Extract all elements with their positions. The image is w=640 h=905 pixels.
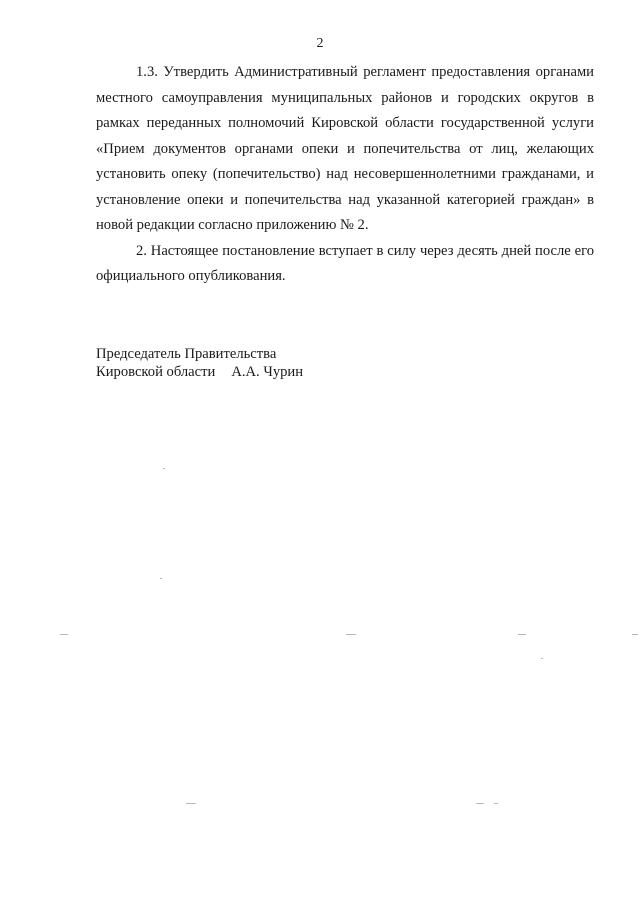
scan-speck [160, 578, 162, 579]
page-number: 2 [316, 36, 324, 51]
signatory-region: Кировской области [96, 364, 216, 380]
scan-speck [346, 634, 356, 635]
signature-block [96, 345, 303, 381]
signatory-name: А.А. Чурин [231, 364, 304, 380]
scan-speck [632, 634, 638, 635]
paragraph-2: 2. Настоящее постановление вступает в силу через десять дней после его официального опубликования. [96, 242, 594, 284]
signatory-position: Председатель Правительства [96, 346, 277, 362]
scan-speck [60, 634, 68, 635]
paragraph-1-3: 1.3. Утвердить Административный регламент предоставления органами местного самоуправления муниципальных районов и городских округов в рамках переданных полномочий Кировской области государственной услуги «Прием документов органами опеки и попечительства от лиц, желающих установить опеку (попечительство) над несовершеннолетними гражданами, и установление опеки и попечительства над указанной категорией граждан» в новой редакции согласно приложению № 2. [96, 64, 594, 233]
scan-speck [476, 803, 484, 804]
scan-speck [494, 803, 498, 804]
scan-speck [518, 634, 526, 635]
scan-speck [541, 658, 543, 659]
scan-speck [186, 803, 196, 804]
document-body [96, 60, 594, 290]
signatory-region-line [96, 363, 303, 381]
scan-speck [163, 468, 165, 469]
